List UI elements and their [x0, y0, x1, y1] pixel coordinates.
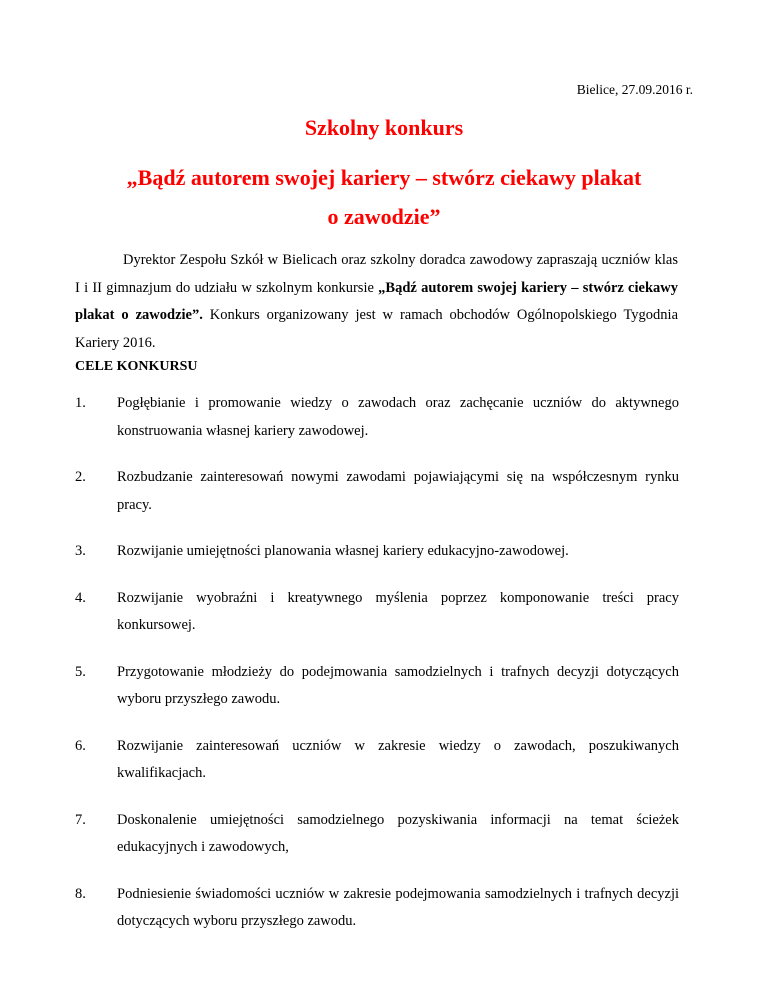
goal-number: 7. [75, 811, 86, 828]
goal-item-4 [75, 585, 679, 640]
intro-paragraph [75, 247, 678, 357]
goal-number: 3. [75, 543, 86, 559]
title-line-2: „Bądź autorem swojej kariery – stwórz ciekawy plakat [126, 165, 642, 190]
goal-number: 1. [75, 395, 86, 411]
goal-text: Rozwijanie umiejętności planowania własnej kariery edukacyjno-zawodowej. [117, 543, 569, 559]
title-line-1: Szkolny konkurs [304, 115, 464, 140]
goals-heading: CELE KONKURSU [75, 359, 198, 374]
goal-text: Podniesienie świadomości uczniów w zakresie podejmowania samodzielnych i trafnych decyzji dotyczących wyboru przyszłego zawodu. [117, 885, 679, 929]
title-line-3: o zawodzie” [327, 204, 441, 229]
goal-item-8 [75, 881, 679, 936]
intro-contest-name: „Bądź autorem swojej kariery – stwórz ciekawy plakat o zawodzie”. [75, 279, 678, 323]
date-line: Bielice, 27.09.2016 r. [576, 82, 693, 97]
goal-number: 2. [75, 469, 86, 485]
goals-list [75, 390, 679, 955]
goal-item-7 [75, 807, 679, 862]
goal-item-2 [75, 464, 679, 519]
goal-number: 5. [75, 663, 86, 680]
intro-text-part-2: Konkurs organizowany jest w ramach obchodów Ogólnopolskiego Tygodnia Kariery 2016. [75, 307, 679, 351]
goal-item-5 [75, 659, 679, 714]
goal-text: Rozwijanie wyobraźni i kreatywnego myślenia poprzez komponowanie treści pracy konkursowej. [117, 589, 679, 633]
goal-number: 8. [75, 885, 86, 902]
goal-number: 4. [75, 589, 86, 606]
goal-text: Rozbudzanie zainteresowań nowymi zawodami pojawiającymi się na współczesnym rynku pracy. [117, 469, 679, 513]
goal-text: Doskonalenie umiejętności samodzielnego pozyskiwania informacji na temat ścieżek edukacyjnych i zawodowych, [117, 811, 679, 855]
goal-text: Pogłębianie i promowanie wiedzy o zawodach oraz zachęcanie uczniów do aktywnego konstruowania własnej kariery zawodowej. [117, 395, 679, 439]
goal-text: Przygotowanie młodzieży do podejmowania samodzielnych i trafnych decyzji dotyczących wyboru przyszłego zawodu. [117, 663, 679, 707]
goal-text: Rozwijanie zainteresowań uczniów w zakresie wiedzy o zawodach, poszukiwanych kwalifikacjach. [117, 737, 679, 781]
goal-number: 6. [75, 737, 86, 754]
goal-item-6 [75, 733, 679, 788]
intro-text-part-1: Dyrektor Zespołu Szkół w Bielicach oraz szkolny doradca zawodowy zapraszają uczniów klas I i II gimnazjum do udziału w szkolnym konkursie [75, 252, 678, 296]
goal-item-1 [75, 390, 679, 445]
goal-item-3 [75, 538, 679, 566]
